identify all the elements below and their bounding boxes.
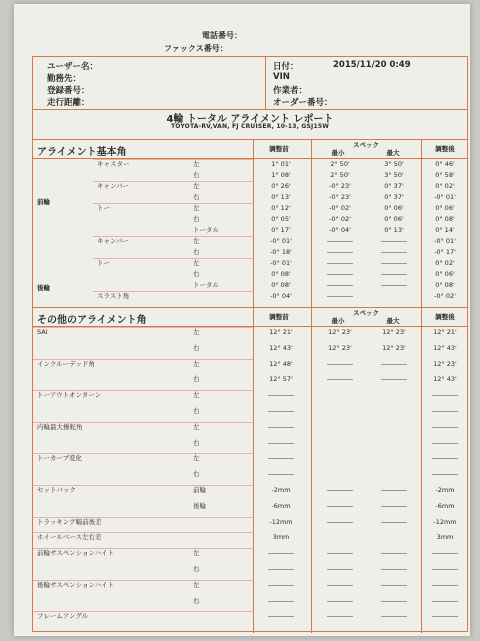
- spec-max: 12° 23': [382, 343, 406, 352]
- date-value: 2015/11/20 0:49: [333, 60, 411, 70]
- value-after: -0° 02': [434, 292, 456, 300]
- spec-min: ――――: [327, 501, 353, 510]
- spec-max: ――――: [381, 259, 407, 267]
- spec-max: ――――: [381, 596, 407, 605]
- value-after: 0° 08': [435, 281, 455, 289]
- row-side-label: 左: [193, 359, 200, 368]
- spec-max: ――――: [381, 549, 407, 558]
- value-after: 0° 46': [435, 160, 455, 168]
- value-before: ――――: [268, 580, 294, 589]
- value-before: 0° 17': [271, 226, 291, 234]
- value-after: ――――: [432, 596, 458, 605]
- row-side-label: 右: [193, 407, 200, 415]
- row-item-label: SAI: [37, 328, 48, 336]
- spec-min: ――――: [327, 237, 353, 245]
- spec-min: 12° 23': [328, 343, 352, 352]
- row-side-label: 左: [193, 204, 200, 212]
- row-side-label: 左: [193, 259, 200, 267]
- spec-min: 2° 50': [330, 171, 350, 179]
- row-side-label: トータル: [193, 281, 219, 289]
- row-side-label: 右: [193, 438, 200, 447]
- value-after: ――――: [432, 422, 458, 431]
- spec-max: ――――: [381, 486, 407, 494]
- value-after: -12mm: [433, 517, 457, 526]
- row-side-label: トータル: [193, 226, 219, 234]
- report-frame: [32, 56, 468, 632]
- other-col-min: 最小: [331, 317, 345, 325]
- spec-min: ――――: [327, 486, 353, 494]
- spec-max: 0° 13': [384, 226, 404, 234]
- value-after: -2mm: [435, 486, 455, 494]
- col-after: 調整後: [435, 145, 455, 153]
- row-side-label: 右: [193, 565, 200, 573]
- value-before: 0° 26': [271, 182, 291, 190]
- spec-max: ――――: [381, 580, 407, 589]
- info-block: [33, 57, 467, 110]
- value-after: ――――: [432, 470, 458, 479]
- spec-max: 0° 06': [384, 204, 404, 212]
- phone-label: 電話番号：: [202, 31, 242, 40]
- spec-max: ――――: [381, 281, 407, 289]
- user-name-label: ユーザー名：: [47, 62, 99, 72]
- value-before: 0° 12': [271, 204, 291, 212]
- col-spec: スペック: [353, 141, 379, 149]
- spec-max: 12° 23': [382, 328, 406, 336]
- spec-min: ――――: [327, 359, 353, 368]
- value-before: ――――: [268, 391, 294, 400]
- spec-min: -0° 04': [329, 226, 351, 234]
- value-before: 12° 57': [269, 375, 293, 384]
- row-item-label: 前輪サスペンションハイト: [37, 549, 114, 558]
- row-item-label: スラスト角: [97, 292, 130, 300]
- rear-wheel-label: 後輪: [37, 284, 50, 292]
- value-after: ――――: [432, 391, 458, 400]
- row-side-label: 右: [193, 248, 200, 256]
- value-before: 0° 08': [271, 270, 291, 278]
- spec-min: -0° 02': [329, 204, 351, 212]
- row-side-label: 後輪: [193, 501, 206, 510]
- row-item-label: トーアウトオンターン: [37, 391, 102, 400]
- spec-max: ――――: [381, 612, 407, 621]
- other-section-header: [33, 307, 467, 327]
- value-before: ――――: [268, 596, 294, 605]
- registration-label: 登録番号：: [47, 86, 90, 96]
- spec-min: 12° 23': [328, 328, 352, 336]
- row-item-label: 後輪サスペンションハイト: [37, 580, 114, 589]
- value-before: 0° 05': [271, 215, 291, 223]
- value-after: ――――: [432, 454, 458, 463]
- value-before: -2mm: [271, 486, 291, 494]
- spec-min: ――――: [327, 565, 353, 573]
- row-side-label: 左: [193, 328, 200, 336]
- value-before: -12mm: [269, 517, 293, 526]
- value-before: -0° 18': [270, 248, 292, 256]
- value-before: ――――: [268, 407, 294, 415]
- row-side-label: 右: [193, 270, 200, 278]
- spec-min: ――――: [327, 375, 353, 384]
- value-before: ――――: [268, 454, 294, 463]
- value-after: 0° 02': [435, 182, 455, 190]
- row-item-label: 内輪最大操舵角: [37, 422, 83, 431]
- col-before: 調整前: [269, 145, 289, 153]
- value-before: ――――: [268, 470, 294, 479]
- row-side-label: 右: [193, 375, 200, 384]
- value-before: ――――: [268, 565, 294, 573]
- row-item-label: キャンバー: [97, 182, 130, 190]
- row-side-label: 右: [193, 193, 200, 201]
- row-item-label: トー: [97, 259, 110, 267]
- spec-min: ――――: [327, 517, 353, 526]
- spec-max: 0° 37': [384, 182, 404, 190]
- row-side-label: 右: [193, 596, 200, 605]
- value-before: ――――: [268, 549, 294, 558]
- spec-min: ――――: [327, 612, 353, 621]
- row-item-label: キャンバー: [97, 237, 130, 245]
- fax-header: [164, 30, 242, 56]
- value-after: 0° 58': [435, 171, 455, 179]
- row-item-label: トラッキング幅前後差: [37, 517, 102, 526]
- value-after: -6mm: [435, 501, 455, 510]
- spec-min: ――――: [327, 596, 353, 605]
- other-col-after: 調整後: [435, 313, 455, 321]
- spec-min: 2° 50': [330, 160, 350, 168]
- row-side-label: 左: [193, 391, 200, 400]
- col-min: 最小: [331, 149, 345, 157]
- value-before: 1° 01': [271, 160, 291, 168]
- other-section-title: その他のアライメント角: [37, 315, 147, 326]
- spec-min: ――――: [327, 549, 353, 558]
- value-before: -6mm: [271, 501, 291, 510]
- row-item-label: トー: [97, 204, 110, 212]
- spec-max: 3° 50': [384, 171, 404, 179]
- value-before: -0° 04': [270, 292, 292, 300]
- row-side-label: 左: [193, 160, 200, 168]
- value-after: 12° 23': [433, 359, 457, 368]
- value-after: 12° 43': [433, 375, 457, 384]
- other-col-before: 調整前: [269, 313, 289, 321]
- value-before: ――――: [268, 612, 294, 621]
- spec-max: ――――: [381, 375, 407, 384]
- row-side-label: 前輪: [193, 486, 206, 494]
- value-before: 3mm: [272, 533, 290, 542]
- vehicle-info: TOYOTA-RV,VAN, FJ CRUISER, 10-13, GSJ15W: [170, 123, 330, 130]
- value-before: 12° 48': [269, 359, 293, 368]
- value-after: ――――: [432, 565, 458, 573]
- value-before: -0° 01': [270, 259, 292, 267]
- value-after: ――――: [432, 612, 458, 621]
- value-before: -0° 01': [270, 237, 292, 245]
- spec-min: ――――: [327, 292, 353, 300]
- value-after: ――――: [432, 580, 458, 589]
- row-side-label: 右: [193, 343, 200, 352]
- value-after: 3mm: [436, 533, 454, 542]
- spec-max: 0° 06': [384, 215, 404, 223]
- value-after: ――――: [432, 407, 458, 415]
- row-item-label: キャスター: [97, 160, 130, 168]
- order-number-label: オーダー番号：: [273, 98, 333, 108]
- spec-min: ――――: [327, 259, 353, 267]
- value-before: 12° 21': [269, 328, 293, 336]
- value-before: 12° 43': [269, 343, 293, 352]
- value-after: -0° 01': [434, 237, 456, 245]
- row-side-label: 左: [193, 182, 200, 190]
- date-label: 日付：: [273, 62, 299, 72]
- vin-label: VIN: [273, 72, 290, 82]
- spec-min: ――――: [327, 281, 353, 289]
- spec-max: ――――: [381, 237, 407, 245]
- row-side-label: 右: [193, 470, 200, 479]
- row-item-label: フレームアングル: [37, 612, 89, 621]
- front-wheel-label: 前輪: [37, 198, 50, 206]
- value-after: 0° 06': [435, 270, 455, 278]
- spec-max: ――――: [381, 270, 407, 278]
- value-after: ――――: [432, 438, 458, 447]
- row-side-label: 左: [193, 549, 200, 558]
- spec-max: ――――: [381, 359, 407, 368]
- spec-max: ――――: [381, 501, 407, 510]
- col-max: 最大: [386, 149, 400, 157]
- value-before: 1° 08': [271, 171, 291, 179]
- spec-min: ――――: [327, 580, 353, 589]
- basic-section-header: [33, 139, 467, 159]
- report-title: 4輪 トータル アライメント レポート: [166, 114, 334, 125]
- row-side-label: 左: [193, 580, 200, 589]
- row-side-label: 左: [193, 454, 200, 463]
- row-side-label: 右: [193, 215, 200, 223]
- value-before: ――――: [268, 438, 294, 447]
- spec-max: 3° 50': [384, 160, 404, 168]
- spec-min: -0° 23': [329, 193, 351, 201]
- value-after: 0° 06': [435, 204, 455, 212]
- value-before: ――――: [268, 422, 294, 431]
- report-paper: [14, 4, 470, 636]
- value-after: 0° 02': [435, 259, 455, 267]
- other-col-max: 最大: [386, 317, 400, 325]
- operator-label: 作業者：: [273, 86, 308, 96]
- spec-max: ――――: [381, 248, 407, 256]
- spec-min: -0° 02': [329, 215, 351, 223]
- spec-min: -0° 23': [329, 182, 351, 190]
- row-item-label: インクルーデッド角: [37, 359, 96, 368]
- value-after: -0° 01': [434, 193, 456, 201]
- spec-max: ――――: [381, 517, 407, 526]
- value-after: 0° 14': [435, 226, 455, 234]
- value-after: -0° 17': [434, 248, 456, 256]
- row-side-label: 左: [193, 237, 200, 245]
- row-item-label: セットバック: [37, 486, 76, 494]
- row-item-label: ホイールベース左右差: [37, 533, 102, 542]
- row-side-label: 左: [193, 422, 200, 431]
- row-side-label: 右: [193, 171, 200, 179]
- spec-max: 0° 37': [384, 193, 404, 201]
- spec-min: ――――: [327, 248, 353, 256]
- spec-max: ――――: [381, 565, 407, 573]
- other-col-spec: スペック: [353, 309, 379, 317]
- value-before: 0° 13': [271, 193, 291, 201]
- value-after: 12° 43': [433, 343, 457, 352]
- basic-section-title: アライメント基本角: [37, 147, 127, 158]
- fax-label: ファックス番号：: [164, 44, 228, 53]
- value-after: 0° 08': [435, 215, 455, 223]
- spec-min: ――――: [327, 270, 353, 278]
- workplace-label: 勤務先：: [47, 74, 82, 84]
- value-after: ――――: [432, 549, 458, 558]
- value-before: 0° 08': [271, 281, 291, 289]
- value-after: 12° 21': [433, 328, 457, 336]
- row-item-label: トーカーブ変化: [37, 454, 83, 463]
- mileage-label: 走行距離：: [47, 98, 90, 108]
